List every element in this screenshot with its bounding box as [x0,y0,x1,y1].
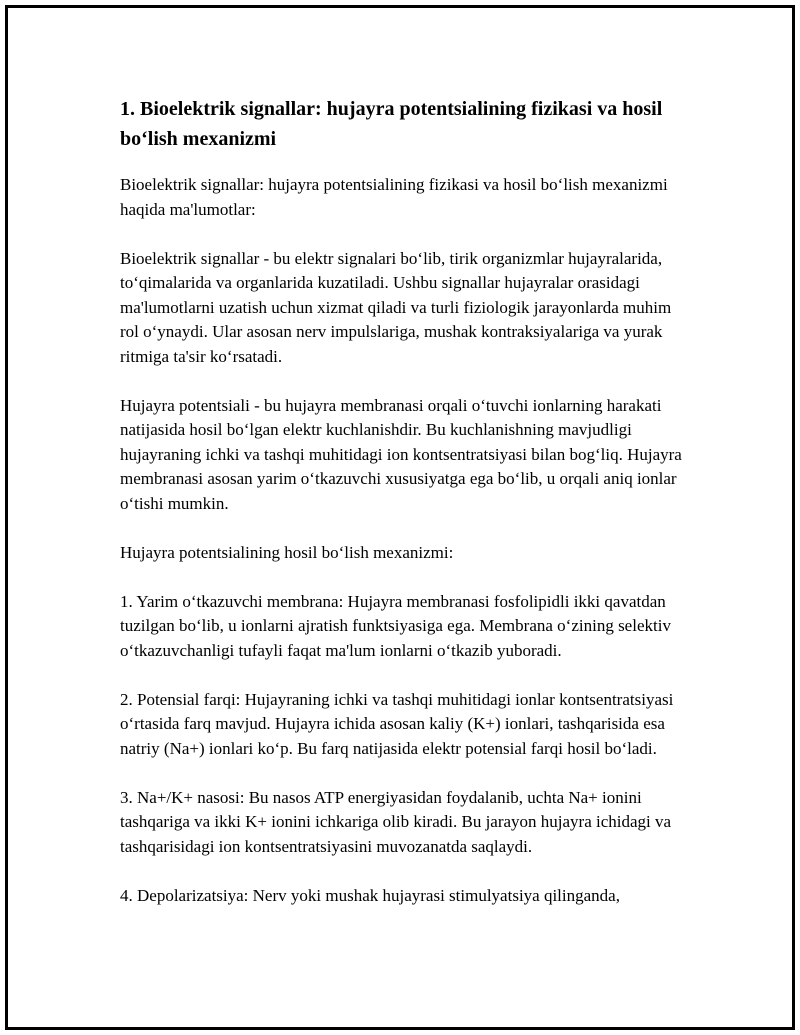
list-item-pump: 3. Na+/K+ nasosi: Bu nasos ATP energiyasidan foydalanib, uchta Na+ ionini tashqariga va ikki K+ ionini ichkariga olib kiradi. Bu jarayon hujayra ichidagi va tashqarisidagi ion kontsentratsiyasini muvozanatda saqlaydi. [120,787,672,856]
document-page [5,5,795,1030]
potential-paragraph: Hujayra potentsiali - bu hujayra membranasi orqali o‘tuvchi ionlarning harakati natijasida hosil bo‘lgan elektr kuchlanishdir. Bu kuchlanishning mavjudligi hujayraning ichki va tashqi muhitidagi ion kontsentratsiyasi bilan bog‘liq. Hujayra membranasi asosan yarim o‘tkazuvchi xususiyatga ega bo‘lib, u orqali aniq ionlar o‘tishi mumkin. [120,395,682,513]
list-item-potential-difference: 2. Potensial farqi: Hujayraning ichki va tashqi muhitidagi ionlar kontsentratsiyasi o‘rtasida farq mavjud. Hujayra ichida asosan kaliy (K+) ionlari, tashqarisida esa natriy (Na+) ionlari ko‘p. Bu farq natijasida elektr potensial farqi hosil bo‘ladi. [120,689,674,758]
list-item-depolarization: 4. Depolarizatsiya: Nerv yoki mushak hujayrasi stimulyatsiya qilinganda, [120,885,620,905]
list-item-membrane: 1. Yarim o‘tkazuvchi membrana: Hujayra membranasi fosfolipidli ikki qavatdan tuzilgan bo‘lib, u ionlarni ajratish funktsiyasiga ega. Membrana o‘zining selektiv o‘tkazuvchanligi tufayli faqat ma'lum ionlarni o‘tkazib yuboradi. [120,591,671,660]
document-title: 1. Bioelektrik signallar: hujayra potentsialining fizikasi va hosil bo‘lish mexanizmi [120,98,663,150]
document-body [120,94,690,908]
intro-paragraph: Bioelektrik signallar: hujayra potentsialining fizikasi va hosil bo‘lish mexanizmi haqida ma'lumotlar: [120,175,668,219]
mechanism-heading: Hujayra potentsialining hosil bo‘lish mexanizmi: [120,542,454,562]
definition-paragraph: Bioelektrik signallar - bu elektr signalari bo‘lib, tirik organizmlar hujayralarida, to‘qimalarida va organlarida kuzatiladi. Ushbu signallar hujayralar orasidagi ma'lumotlarni uzatish uchun xizmat qiladi va turli fiziologik jarayonlarda muhim rol o‘ynaydi. Ular asosan nerv impulslariga, mushak kontraksiyalariga va yurak ritmiga ta'sir ko‘rsatadi. [120,248,672,366]
